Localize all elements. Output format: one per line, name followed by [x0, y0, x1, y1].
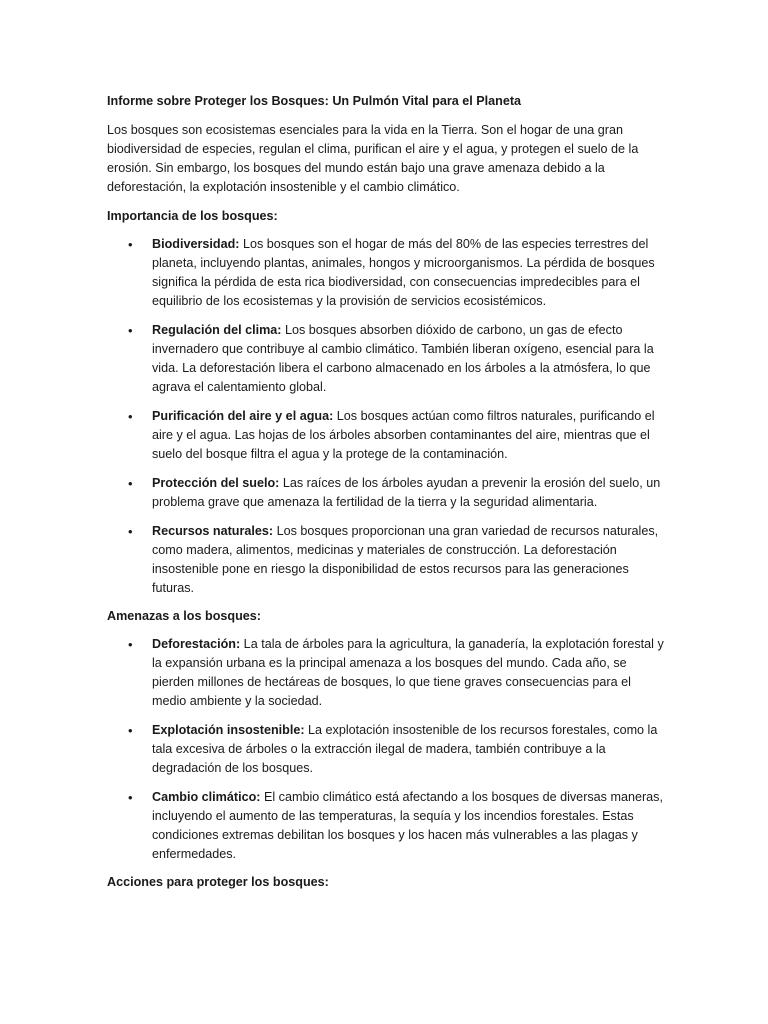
list-item: [107, 788, 667, 864]
list-item: [107, 474, 667, 512]
list-item: [107, 407, 667, 464]
list-item-text: Los bosques actúan como filtros naturales, purificando el aire y el agua. Las hojas de los árboles absorben contaminantes del aire, mientras que el suelo del bosque filtra el agua y la protege de la contaminación.: [152, 409, 655, 461]
bullet-icon: •: [128, 723, 133, 738]
list-item: [107, 522, 667, 598]
bullet-icon: •: [128, 237, 133, 252]
list-item-term: Protección del suelo:: [152, 476, 280, 490]
list-item-text: La tala de árboles para la agricultura, la ganadería, la explotación forestal y la expansión urbana es la principal amenaza a los bosques del mundo. Cada año, se pierden millones de hectáreas de bosques, lo que tiene graves consecuencias para el medio ambiente y la sociedad.: [152, 637, 664, 708]
list-item-text: Los bosques son el hogar de más del 80% de las especies terrestres del planeta, incluyendo plantas, animales, hongos y microorganismos. La pérdida de bosques significa la pérdida de esta rica biodiversidad, con consecuencias impredecibles para el equilibrio de los ecosistemas y la provisión de servicios ecosistémicos.: [152, 237, 655, 308]
document-title: Informe sobre Proteger los Bosques: Un Pulmón Vital para el Planeta: [107, 94, 522, 108]
list-item-text: El cambio climático está afectando a los bosques de diversas maneras, incluyendo el aumento de las temperaturas, la sequía y los incendios forestales. Estas condiciones extremas debilitan los bosques y los hacen más vulnerables a las plagas y enfermedades.: [152, 790, 663, 861]
intro-paragraph: Los bosques son ecosistemas esenciales para la vida en la Tierra. Son el hogar de una gran biodiversidad de especies, regulan el clima, purifican el aire y el agua, y protegen el suelo de la erosión. Sin embargo, los bosques del mundo están bajo una grave amenaza debido a la deforestación, la explotación insostenible y el cambio climático.: [107, 123, 639, 194]
list-item: [107, 721, 667, 778]
list-item-term: Biodiversidad:: [152, 237, 240, 251]
bullet-icon: •: [128, 637, 133, 652]
list-item-term: Recursos naturales:: [152, 524, 274, 538]
bullet-icon: •: [128, 409, 133, 424]
section-heading-importance: Importancia de los bosques:: [107, 209, 278, 223]
threats-list: [107, 635, 667, 864]
list-item-term: Cambio climático:: [152, 790, 261, 804]
list-item: [107, 635, 667, 711]
list-item-text: La explotación insostenible de los recursos forestales, como la tala excesiva de árboles o la extracción ilegal de madera, también contribuye a la degradación de los bosques.: [152, 723, 658, 775]
importance-list: [107, 235, 667, 598]
list-item-term: Explotación insostenible:: [152, 723, 305, 737]
bullet-icon: •: [128, 323, 133, 338]
list-item-text: Los bosques proporcionan una gran variedad de recursos naturales, como madera, alimentos, medicinas y materiales de construcción. La deforestación insostenible pone en riesgo la disponibilidad de estos recursos para las generaciones futuras.: [152, 524, 659, 595]
list-item-term: Deforestación:: [152, 637, 241, 651]
bullet-icon: •: [128, 524, 133, 539]
document-page: [107, 92, 667, 901]
list-item-term: Purificación del aire y el agua:: [152, 409, 334, 423]
list-item: [107, 321, 667, 397]
section-heading-actions: Acciones para proteger los bosques:: [107, 875, 329, 889]
list-item-text: Los bosques absorben dióxido de carbono, un gas de efecto invernadero que contribuye al cambio climático. También liberan oxígeno, esencial para la vida. La deforestación libera el carbono almacenado en los árboles a la atmósfera, lo que agrava el calentamiento global.: [152, 323, 654, 394]
list-item: [107, 235, 667, 311]
section-heading-threats: Amenazas a los bosques:: [107, 609, 261, 623]
list-item-text: Las raíces de los árboles ayudan a prevenir la erosión del suelo, un problema grave que amenaza la fertilidad de la tierra y la seguridad alimentaria.: [152, 476, 661, 509]
bullet-icon: •: [128, 790, 133, 805]
list-item-term: Regulación del clima:: [152, 323, 282, 337]
bullet-icon: •: [128, 476, 133, 491]
